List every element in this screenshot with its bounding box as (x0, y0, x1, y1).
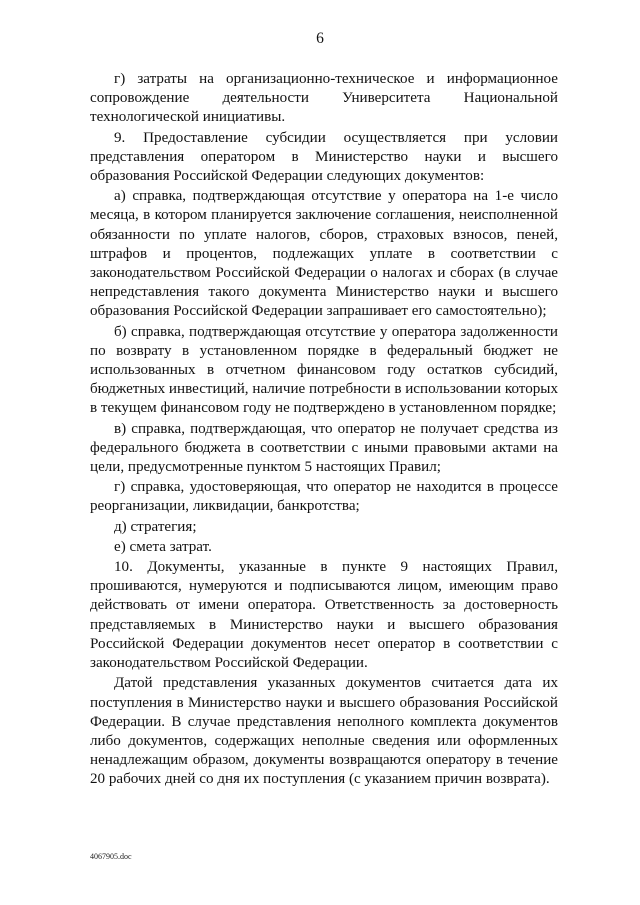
paragraph-item-a: а) справка, подтверждающая отсутствие у оператора на 1-е число месяца, в котором планируется заключение соглашения, неисполненной обязанности по уплате налогов, сборов, страховых взносов, пеней, штрафов и процентов, подлежащих уплате в соответствии с законодательством Российской Федерации о налогах и сборах (в случае непредставления такого документа Министерство науки и высшего образования Российской Федерации запрашивает его самостоятельно); (90, 188, 558, 320)
document-body (90, 70, 558, 790)
paragraph-item-g: г) справка, удостоверяющая, что оператор не находится в процессе реорганизации, ликвидации, банкротства; (90, 479, 558, 515)
paragraph-item-d: д) стратегия; (114, 518, 197, 535)
document-file-code: 4067905.doc (90, 852, 132, 861)
paragraph-clause-10: 10. Документы, указанные в пункте 9 настоящих Правил, прошиваются, нумеруются и подписываются лицом, имеющим право действовать от имени оператора. Ответственность за достоверность представляемых в Министерство науки и высшего образования Российской Федерации документов несет оператор в соответствии с законодательством Российской Федерации. (90, 559, 558, 672)
paragraph-item-b: б) справка, подтверждающая отсутствие у оператора задолженности по возврату в установленном порядке в федеральный бюджет не использованных в отчетном финансовом году остатков субсидий, бюджетных инвестиций, наличие потребности в использовании которых в текущем финансовом году не подтверждено в установленном порядке; (90, 323, 558, 417)
paragraph-item-v: в) справка, подтверждающая, что оператор не получает средства из федерального бюджета в соответствии с иными правовыми актами на цели, предусмотренные пунктом 5 настоящих Правил; (90, 420, 558, 476)
paragraph-clause-9: 9. Предоставление субсидии осуществляется при условии представления оператором в Министерство науки и высшего образования Российской Федерации следующих документов: (90, 129, 558, 185)
page-number: 6 (316, 30, 324, 47)
paragraph-item-e: е) смета затрат. (114, 538, 212, 555)
paragraph-submission-date: Датой представления указанных документов считается дата их поступления в Министерство науки и высшего образования Российской Федерации. В случае представления неполного комплекта документов либо документов, содержащих неполные сведения или оформленных ненадлежащим образом, документы возвращаются оператору в течение 20 рабочих дней со дня их поступления (с указанием причин возврата). (90, 675, 558, 788)
paragraph-item-g-costs: г) затраты на организационно-техническое и информационное сопровождение деятельности Университета Национальной технологической инициативы. (90, 71, 558, 126)
